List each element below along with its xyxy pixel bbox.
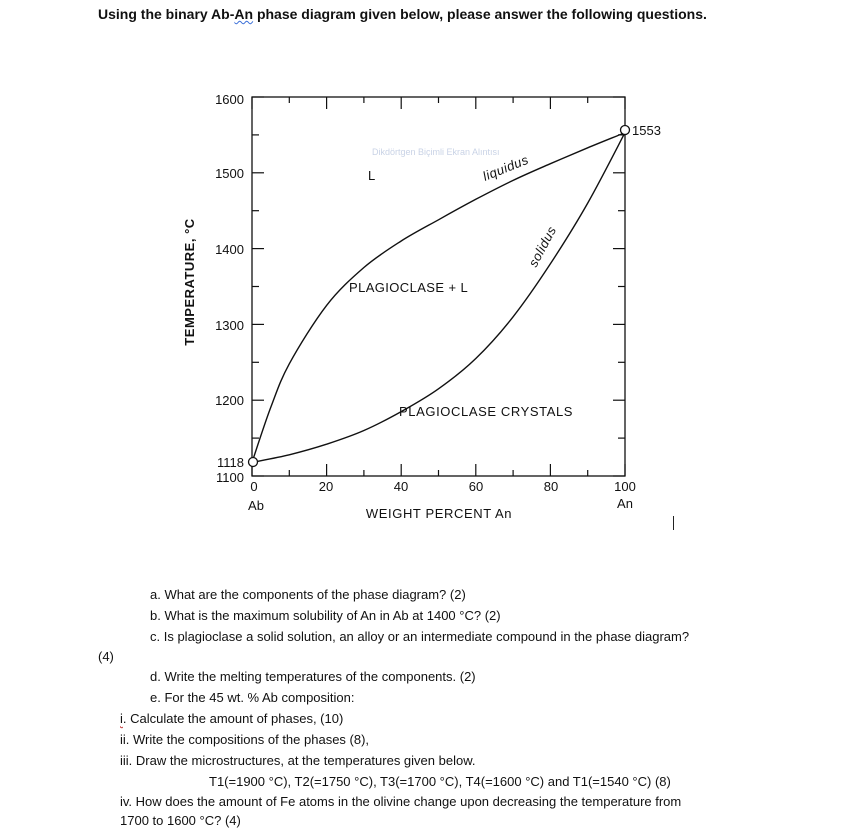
x-axis-title: WEIGHT PERCENT An [365, 506, 513, 521]
liquidus-label: liquidus [480, 151, 531, 184]
question-d: d. Write the melting temperatures of the components. (2) [150, 669, 476, 684]
y-tick-label: 1200 [215, 393, 244, 408]
component-ab-label: Ab [248, 498, 264, 513]
y-tick-label: 1500 [215, 166, 244, 181]
y-tick-label: 1300 [215, 318, 244, 333]
melt-ab-label: 1118 [217, 455, 244, 470]
heading-underlined-word: An [234, 6, 254, 22]
y-tick-label: 1100 [216, 470, 244, 485]
x-tick-label: 80 [543, 479, 559, 494]
x-tick-label: 60 [468, 479, 484, 494]
page-heading: Using the binary Ab-An phase diagram given below, please answer the following questions. [98, 6, 707, 22]
question-c-points: (4) [98, 649, 114, 664]
question-e-iv-continued: 1700 to 1600 °C? (4) [120, 813, 241, 828]
region-two-phase-label: PLAGIOCLASE + L [349, 280, 469, 295]
question-c: c. Is plagioclase a solid solution, an alloy or an intermediate compound in the phase diagram? [150, 629, 690, 644]
melt-point-an-marker [621, 126, 630, 135]
question-e-iv: iv. How does the amount of Fe atoms in the olivine change upon decreasing the temperature from [120, 794, 682, 809]
y-axis-label: TEMPERATURE, °C [182, 218, 197, 346]
question-temperatures: T1(=1900 °C), T2(=1750 °C), T3(=1700 °C), T4(=1600 °C) and T1(=1540 °C) (8) [209, 774, 671, 789]
y-tick-label: 1600 [215, 92, 244, 107]
question-e-iii: iii. Draw the microstructures, at the temperatures given below. [120, 753, 476, 768]
question-e-i: i. Calculate the amount of phases, (10) [120, 711, 344, 726]
solidus-label: solidus [525, 223, 560, 270]
question-b: b. What is the maximum solubility of An in Ab at 1400 °C? (2) [150, 608, 501, 623]
x-tick-label: 0 [250, 479, 258, 494]
x-tick-label: 20 [318, 479, 334, 494]
watermark-text: Dikdörtgen Biçimli Ekran Alıntısı [372, 147, 500, 157]
region-solid-label: PLAGIOCLASE CRYSTALS [399, 404, 574, 419]
component-an-label: An [617, 496, 633, 511]
question-e-ii: ii. Write the compositions of the phases (8), [120, 732, 370, 747]
melt-point-ab-marker [249, 458, 258, 467]
region-liquid-label: L [368, 168, 376, 183]
question-a: a. What are the components of the phase diagram? (2) [150, 587, 466, 602]
text-cursor [673, 516, 674, 530]
x-tick-label: 40 [393, 479, 409, 494]
y-tick-label: 1400 [215, 242, 244, 257]
question-e-i-numeral: i [120, 711, 123, 726]
x-tick-label: 100 [614, 479, 636, 494]
melt-an-label: 1553 [632, 123, 661, 138]
question-e: e. For the 45 wt. % Ab composition: [150, 690, 355, 705]
